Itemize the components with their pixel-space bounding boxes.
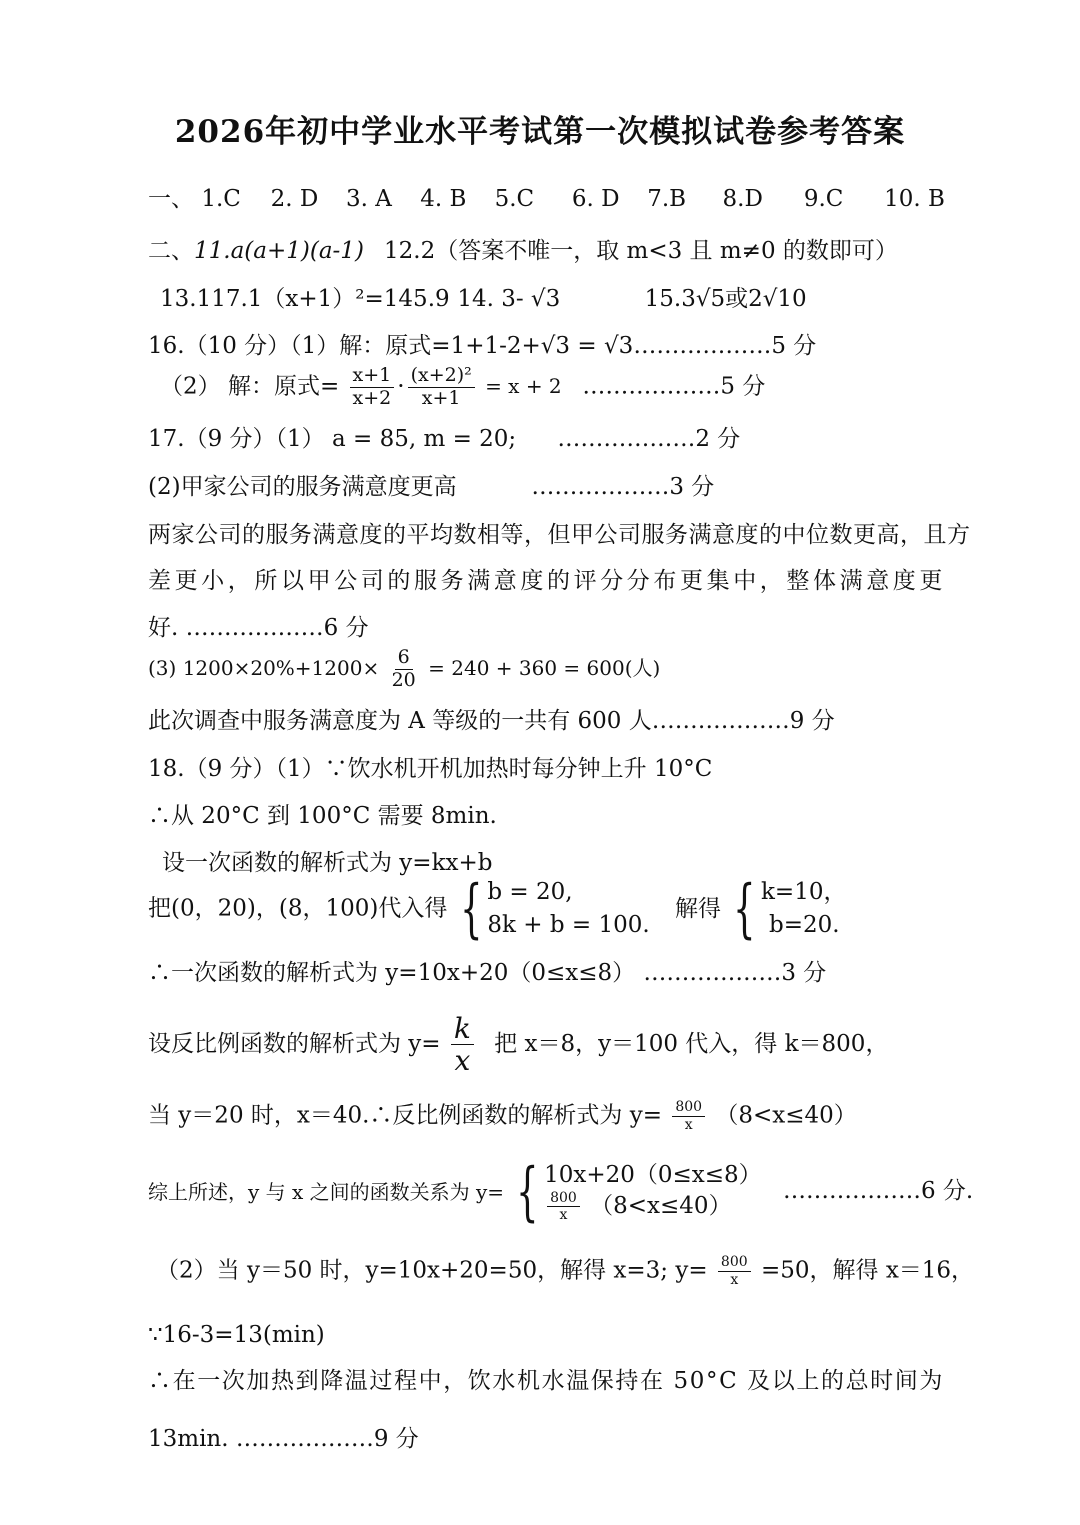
q17-explanation-3: 好. ………………6 分	[148, 615, 369, 641]
q18-inverse-tail: 把 x＝8，y＝100 代入，得 k＝800，	[494, 1031, 889, 1058]
q18-summary	[148, 1155, 974, 1229]
answer-2: 2. D	[270, 186, 319, 212]
q18-piece2-num: 800	[547, 1191, 580, 1208]
answer-8: 8.D	[722, 186, 763, 212]
part2-label: 二、	[148, 238, 194, 264]
q18-inverse-den: x	[454, 1044, 471, 1078]
q18-equation-system-1: { b = 20, 8k + b = 100.	[459, 872, 650, 947]
part1-label: 一、	[148, 186, 194, 212]
q17-explanation-1: 两家公司的服务满意度的平均数相等，但甲公司服务满意度的中位数更高，且方	[148, 522, 971, 548]
q18-part2-num: 800	[718, 1255, 751, 1272]
q18-part2-fraction	[718, 1255, 751, 1287]
part2-line1	[148, 238, 898, 266]
q17-frac-num: 6	[395, 648, 413, 670]
q17-part3	[148, 648, 660, 691]
q18-inverse-result-den: x	[684, 1116, 693, 1133]
q18-linear-text: ∴一次函数的解析式为 y=10x+20（0≤x≤8）	[148, 960, 636, 986]
q16-part1-text: 16.（10 分）（1）解：原式=1+1-2+√3 = √3	[148, 333, 634, 359]
q18-part2-line4: 13min. ………………9 分	[148, 1426, 419, 1452]
q18-inverse-lead: 设反比例函数的解析式为 y=	[148, 1031, 441, 1058]
answer-10: 10. B	[884, 186, 945, 212]
answer-4: 4. B	[420, 186, 467, 212]
q16-frac2-den: x+1	[421, 386, 461, 409]
q17-part1	[148, 426, 740, 454]
q18-system-line	[148, 872, 847, 947]
part2-line2	[160, 286, 807, 314]
q18-linear-score: ………………3 分	[643, 960, 827, 986]
answer-9: 9.C	[803, 186, 844, 212]
q18-line1: 18.（9 分）（1）∵饮水机开机加热时每分钟上升 10°C	[148, 756, 713, 782]
q18-inverse-result-lead: 当 y＝20 时，x＝40.∴反比例函数的解析式为 y=	[148, 1102, 663, 1129]
q18-line2: ∴从 20°C 到 100°C 需要 8min.	[148, 803, 497, 829]
q17-part1-text: 17.（9 分）（1） a = 85, m = 20;	[148, 426, 517, 452]
q17-fraction	[389, 648, 419, 691]
q18-piece-2	[544, 1191, 762, 1223]
q16-part2-lead: （2） 解：原式=	[160, 373, 340, 400]
q18-part2-den: x	[730, 1271, 739, 1288]
q16-part2-tail: = x + 2	[485, 374, 562, 399]
answer-6: 6. D	[571, 186, 620, 212]
answer-5: 5.C	[494, 186, 535, 212]
q16-part1	[148, 333, 816, 361]
q16-fraction-1	[350, 366, 395, 409]
q16-frac1-den: x+2	[352, 386, 392, 409]
q18-sys2-eq1: k=10，	[761, 879, 847, 905]
q18-part2-line2: ∵16-3=13(min)	[148, 1322, 325, 1348]
q18-piecewise-function: { 10x+20（0≤x≤8） $\frac{800}{x}$ （8<x≤40）	[516, 1155, 762, 1229]
q18-sys1-eq2: 8k + b = 100.	[487, 912, 650, 939]
q18-piece2-den: x	[559, 1207, 568, 1224]
q16-fraction-2	[408, 366, 475, 409]
q18-line3: 设一次函数的解析式为 y=kx+b	[162, 850, 493, 876]
q17-part2-text: (2)甲家公司的服务满意度更高	[148, 474, 457, 500]
q18-solve-text: 解得	[674, 895, 721, 922]
q16-part1-score: ………………5 分	[633, 333, 817, 359]
q17-conclusion: 此次调查中服务满意度为 A 等级的一共有 600 人………………9 分	[148, 708, 835, 734]
q18-inverse-result	[148, 1100, 857, 1132]
answer-14: 14. 3- √3	[457, 286, 561, 312]
q18-inverse-num: k	[451, 1014, 474, 1045]
answer-1: 1.C	[201, 186, 241, 212]
q18-piece-2-fraction	[547, 1191, 580, 1223]
answer-13: 13.117.1（x+1）²=145.9	[160, 286, 450, 312]
q16-frac1-num: x+1	[350, 366, 395, 388]
q18-part2-tail: =50，解得 x＝16，	[760, 1257, 975, 1284]
q18-inverse-result-tail: （8<x≤40）	[715, 1102, 857, 1129]
answer-15: 15.3√5或2√10	[644, 286, 807, 312]
q17-part2	[148, 474, 714, 502]
q18-linear-result	[148, 960, 826, 988]
page-title: 2026年初中学业水平考试第一次模拟试卷参考答案	[174, 114, 906, 150]
q18-inverse-setup	[148, 1014, 888, 1076]
q17-part3-lead: (3) 1200×20%+1200×	[148, 655, 380, 680]
q18-sys1-eq1: b = 20,	[487, 879, 573, 905]
q17-part3-tail: = 240 + 360 = 600(人)	[428, 655, 661, 680]
q18-sys2-eq2: b=20.	[769, 912, 840, 939]
part1-answers	[148, 186, 945, 214]
answer-3: 3. A	[345, 186, 392, 212]
q18-summary-lead: 综上所述，y 与 x 之间的函数关系为 y=	[148, 1180, 505, 1204]
q16-part2: （2） 解：原式= $\frac{x+1}{x+2}$ · $\frac{\text{(x+2)²}}{x+1}$ = x + 2 ………………5 分	[160, 364, 766, 409]
q18-summary-score: ………………6 分.	[782, 1178, 974, 1205]
q18-inverse-result-fraction	[672, 1100, 705, 1132]
q17-explanation-2: 差更小，所以甲公司的服务满意度的评分分布更集中，整体满意度更	[148, 568, 946, 594]
q18-substitute-text: 把(0，20)，(8，100)代入得	[148, 895, 448, 922]
q16-part2-score: ………………5 分	[582, 373, 766, 400]
q17-frac-den: 20	[391, 668, 416, 691]
q17-part1-score: ………………2 分	[557, 426, 741, 452]
answer-11: 11.a(a+1)(a-1)	[194, 238, 364, 264]
q18-piece-1: 10x+20（0≤x≤8）	[544, 1161, 762, 1188]
q18-part2-line1	[156, 1255, 974, 1287]
q17-part2-score: ………………3 分	[531, 474, 715, 500]
q18-inverse-result-num: 800	[672, 1100, 705, 1117]
q18-piece-2-domain: （8<x≤40）	[590, 1192, 732, 1219]
q18-part2-line3: ∴在一次加热到降温过程中，饮水机水温保持在 50°C 及以上的总时间为	[148, 1368, 944, 1394]
q18-part2-lead: （2）当 y＝50 时，y=10x+20=50，解得 x=3; y=	[156, 1257, 708, 1284]
q16-frac2-num: (x+2)²	[408, 366, 475, 388]
answer-12: 12.2（答案不唯一，取 m<3 且 m≠0 的数即可）	[384, 238, 898, 264]
answer-7: 7.B	[647, 186, 687, 212]
q18-inverse-fraction	[451, 1014, 474, 1076]
q18-equation-system-2: { k=10， b=20.	[733, 872, 847, 947]
